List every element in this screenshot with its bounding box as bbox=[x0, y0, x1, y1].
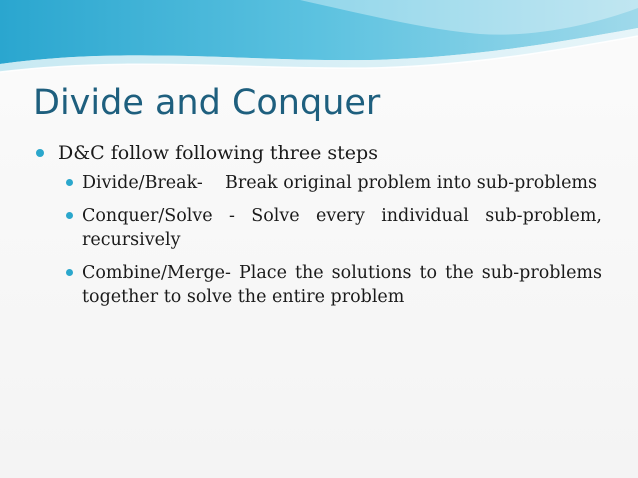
sub-bullet-item-combine bbox=[48, 261, 602, 309]
bullet-dot-icon bbox=[66, 179, 73, 186]
sub-bullet-text: Combine/Merge- Place the solutions to the sub-problems together to solve the entire problem bbox=[82, 263, 602, 307]
bullet-dot-icon bbox=[66, 212, 73, 219]
slide-title: Divide and Conquer bbox=[33, 83, 381, 123]
sub-bullet-text: Conquer/Solve - Solve every individual sub-problem, recursively bbox=[82, 206, 602, 250]
bullet-item bbox=[36, 140, 602, 166]
sub-bullet-item-conquer bbox=[48, 204, 602, 252]
sub-bullet-item-divide bbox=[48, 171, 602, 195]
bullet-dot-icon bbox=[36, 149, 44, 157]
sub-bullet-text: Divide/Break- Break original problem into sub-problems bbox=[82, 173, 598, 193]
slide-content bbox=[36, 140, 602, 318]
bullet-dot-icon bbox=[66, 269, 73, 276]
bullet-text: D&C follow following three steps bbox=[58, 142, 378, 164]
header-wave-decoration bbox=[0, 0, 638, 80]
